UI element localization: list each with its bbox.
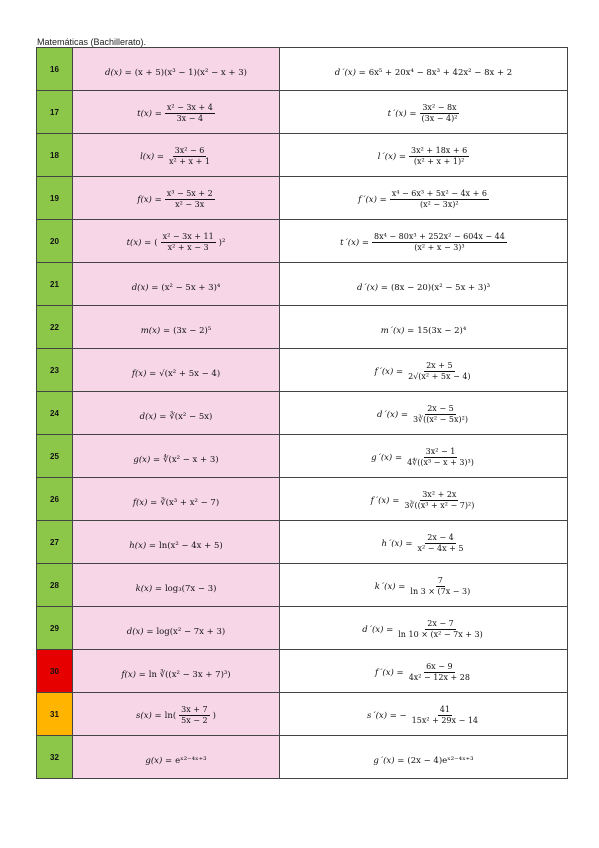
- derivative-expression: [340, 233, 507, 253]
- f-denominator: x² + x − 3: [167, 243, 209, 253]
- table-row: [37, 177, 568, 220]
- derivative-expression: [367, 706, 480, 726]
- function-expression: [137, 104, 215, 124]
- d-denominator: (3x − 4)²: [421, 114, 458, 124]
- f-body: ∛(x³ + x² − 7): [160, 497, 220, 508]
- d-lhs: s´(x) = −: [366, 710, 407, 721]
- table-row: [37, 263, 568, 306]
- d-denominator: (x² + x + 1)²: [413, 157, 465, 167]
- f-lhs: d(x) =: [139, 411, 167, 422]
- f-denominator: x² − 3x: [175, 200, 205, 210]
- table-row: [37, 392, 568, 435]
- d-fraction: [396, 620, 484, 640]
- d-numerator: 3x² + 2x: [420, 491, 458, 501]
- exercise-number-cell: [37, 306, 73, 349]
- table-row: [37, 693, 568, 736]
- derivative-expression: [371, 491, 477, 511]
- derivative-cell: [280, 521, 568, 564]
- d-lhs: m´(x) =: [380, 325, 415, 336]
- table-row: [37, 607, 568, 650]
- d-body: 6x⁵ + 20x⁴ − 8x³ + 42x² − 8x + 2: [368, 67, 513, 78]
- derivative-expression: [373, 756, 473, 766]
- exercise-number-cell: [37, 134, 73, 177]
- f-lhs: l(x) =: [140, 151, 165, 162]
- function-cell: [73, 263, 280, 306]
- function-expression: [136, 584, 217, 594]
- f-body: ∛(x² − 5x): [169, 411, 213, 422]
- d-denominator: (x² + x − 3)³: [414, 243, 465, 253]
- d-fraction: [390, 190, 489, 210]
- function-cell: [73, 349, 280, 392]
- f-body: eˣ²⁻⁴ˣ⁺³: [175, 755, 207, 766]
- d-fraction: [406, 362, 472, 382]
- exercise-number: 16: [50, 64, 59, 74]
- f-prefix: (: [154, 237, 158, 248]
- d-lhs: f´(x) =: [375, 667, 404, 678]
- function-expression: [140, 147, 212, 167]
- derivative-expression: [335, 68, 512, 78]
- function-expression: [132, 283, 221, 293]
- exercise-number: 20: [50, 236, 59, 246]
- function-expression: [129, 541, 222, 551]
- function-expression: [127, 627, 225, 637]
- function-cell: [73, 650, 280, 693]
- f-lhs: d(x) =: [131, 282, 159, 293]
- d-fraction: [415, 534, 465, 554]
- function-cell: [73, 91, 280, 134]
- derivative-expression: [375, 577, 473, 597]
- derivative-cell: [280, 650, 568, 693]
- d-denominator: ln 3 × (7x − 3): [410, 587, 471, 597]
- d-lhs: t´(x) =: [387, 108, 417, 119]
- derivative-cell: [280, 607, 568, 650]
- d-fraction: [372, 233, 507, 253]
- derivative-cell: [280, 392, 568, 435]
- derivative-cell: [280, 220, 568, 263]
- function-expression: [141, 326, 212, 336]
- f-lhs: m(x) =: [140, 325, 171, 336]
- table-row: [37, 650, 568, 693]
- function-cell: [73, 607, 280, 650]
- d-numerator: x⁴ − 6x³ + 5x² − 4x + 6: [390, 190, 489, 200]
- f-lhs: k(x) =: [135, 583, 162, 594]
- d-lhs: f´(x) =: [370, 495, 400, 506]
- d-body: 15(3x − 2)⁴: [417, 325, 467, 336]
- function-cell: [73, 134, 280, 177]
- f-lhs: h(x) =: [129, 540, 157, 551]
- f-body: ln ∛((x² − 3x + 7)³): [148, 669, 231, 680]
- d-fraction: [407, 663, 472, 683]
- document-header: Matemáticas (Bachillerato).: [37, 37, 147, 47]
- f-body: log(x² − 7x + 3): [156, 626, 226, 637]
- d-fraction: [408, 577, 472, 597]
- derivative-expression: [371, 448, 476, 468]
- exercise-number: 18: [50, 150, 59, 160]
- d-fraction: [410, 706, 480, 726]
- d-lhs: g´(x) =: [371, 452, 403, 463]
- exercise-number-cell: [37, 564, 73, 607]
- d-body: (2x − 4)eˣ²⁻⁴ˣ⁺³: [407, 755, 474, 766]
- derivative-expression: [381, 326, 467, 336]
- f-fraction: [165, 190, 215, 210]
- derivative-expression: [378, 147, 469, 167]
- f-numerator: 3x + 7: [179, 706, 209, 716]
- derivative-cell: [280, 349, 568, 392]
- function-expression: [133, 498, 219, 508]
- derivative-expression: [382, 534, 466, 554]
- d-lhs: d´(x) =: [362, 624, 394, 635]
- exercise-number: 30: [50, 666, 59, 676]
- d-fraction: [419, 104, 459, 124]
- f-body: (3x − 2)⁵: [173, 325, 212, 336]
- function-cell: [73, 306, 280, 349]
- d-numerator: 41: [438, 706, 452, 716]
- f-fraction: [167, 147, 212, 167]
- d-denominator: 3∛((x³ + x² − 7)²): [404, 501, 475, 511]
- f-denominator: 5x − 2: [181, 716, 208, 726]
- derivative-expression: [375, 663, 472, 683]
- d-numerator: 2x − 4: [425, 534, 455, 544]
- function-expression: [136, 706, 216, 726]
- derivative-cell: [280, 48, 568, 91]
- function-expression: [137, 190, 214, 210]
- table-row: [37, 220, 568, 263]
- function-cell: [73, 392, 280, 435]
- exercise-number-cell: [37, 607, 73, 650]
- d-body: (8x − 20)(x² − 5x + 3)³: [390, 282, 491, 293]
- f-fraction: [165, 104, 215, 124]
- table-row: [37, 134, 568, 177]
- exercise-number-cell: [37, 349, 73, 392]
- f-numerator: x³ − 5x + 2: [165, 190, 215, 200]
- derivative-cell: [280, 306, 568, 349]
- exercise-number-cell: [37, 435, 73, 478]
- table-row: [37, 306, 568, 349]
- function-expression: [133, 455, 218, 465]
- exercise-number-cell: [37, 478, 73, 521]
- d-lhs: l´(x) =: [377, 151, 407, 162]
- f-denominator: 3x − 4: [176, 114, 204, 124]
- exercise-number-cell: [37, 521, 73, 564]
- f-lhs: s(x) =: [136, 710, 162, 721]
- derivative-cell: [280, 693, 568, 736]
- derivative-expression: [357, 283, 490, 293]
- function-expression: [132, 369, 220, 379]
- d-fraction: [411, 405, 470, 425]
- f-lhs: g(x) =: [133, 454, 161, 465]
- f-prefix: ln(: [164, 710, 177, 721]
- derivative-cell: [280, 177, 568, 220]
- exercise-number-cell: [37, 220, 73, 263]
- derivatives-table: [36, 47, 568, 779]
- d-lhs: d´(x) =: [334, 67, 366, 78]
- derivative-cell: [280, 134, 568, 177]
- d-lhs: f´(x) =: [374, 366, 404, 377]
- d-fraction: [409, 147, 469, 167]
- f-lhs: g(x) =: [145, 755, 173, 766]
- d-numerator: 3x² − 1: [424, 448, 458, 458]
- f-lhs: d(x) =: [126, 626, 154, 637]
- exercise-number: 23: [50, 365, 59, 375]
- f-lhs: f(x) =: [121, 669, 146, 680]
- exercise-number: 17: [50, 107, 59, 117]
- function-expression: [140, 412, 213, 422]
- f-body: (x² − 5x + 3)⁴: [161, 282, 221, 293]
- f-numerator: x² − 3x + 4: [165, 104, 215, 114]
- f-suffix: ): [212, 710, 216, 721]
- d-lhs: d´(x) =: [377, 409, 408, 420]
- function-cell: [73, 478, 280, 521]
- f-fraction: [161, 233, 216, 253]
- function-cell: [73, 435, 280, 478]
- f-body: ln(x² − 4x + 5): [159, 540, 223, 551]
- function-expression: [121, 670, 230, 680]
- f-lhs: d(x) =: [105, 67, 132, 78]
- d-denominator: x² − 4x + 5: [417, 544, 464, 554]
- derivative-expression: [358, 190, 489, 210]
- d-lhs: k´(x) =: [374, 581, 406, 592]
- d-numerator: 2x − 5: [425, 405, 455, 415]
- derivative-expression: [388, 104, 460, 124]
- derivative-cell: [280, 478, 568, 521]
- table-row: [37, 349, 568, 392]
- table-row: [37, 435, 568, 478]
- d-numerator: 3x² − 8x: [420, 104, 458, 114]
- exercise-number: 25: [50, 451, 59, 461]
- exercise-number-cell: [37, 263, 73, 306]
- derivative-cell: [280, 564, 568, 607]
- function-cell: [73, 564, 280, 607]
- derivative-cell: [280, 91, 568, 134]
- d-denominator: 4∜((x³ − x + 3)³): [407, 458, 474, 468]
- f-lhs: t(x) =: [126, 237, 152, 248]
- function-cell: [73, 48, 280, 91]
- function-cell: [73, 521, 280, 564]
- d-fraction: [405, 448, 476, 468]
- d-numerator: 7: [436, 577, 445, 587]
- d-denominator: (x² − 3x)²: [420, 200, 459, 210]
- exercise-number: 29: [50, 623, 59, 633]
- f-suffix: )²: [218, 237, 226, 248]
- d-denominator: ln 10 × (x² − 7x + 3): [398, 630, 483, 640]
- f-body: ∜(x² − x + 3): [163, 454, 219, 465]
- exercise-number: 26: [50, 494, 59, 504]
- f-lhs: f(x) =: [132, 497, 158, 508]
- d-lhs: t´(x) =: [340, 237, 370, 248]
- table-row: [37, 521, 568, 564]
- table-row: [37, 48, 568, 91]
- exercise-number: 32: [50, 752, 59, 762]
- table-row: [37, 564, 568, 607]
- exercise-number: 24: [50, 408, 59, 418]
- exercise-number: 27: [50, 537, 59, 547]
- d-lhs: f´(x) =: [358, 194, 387, 205]
- exercise-number-cell: [37, 48, 73, 91]
- function-expression: [105, 68, 247, 78]
- f-lhs: f(x) =: [131, 368, 157, 379]
- d-numerator: 8x⁴ − 80x³ + 252x² − 604x − 44: [372, 233, 507, 243]
- derivative-expression: [377, 405, 470, 425]
- exercise-number: 28: [50, 580, 59, 590]
- d-denominator: 4x² − 12x + 28: [408, 673, 470, 683]
- table-row: [37, 91, 568, 134]
- f-body: √(x² + 5x − 4): [159, 368, 221, 379]
- function-expression: [127, 233, 226, 253]
- d-numerator: 2x − 7: [425, 620, 455, 630]
- d-numerator: 6x − 9: [424, 663, 454, 673]
- function-cell: [73, 736, 280, 779]
- exercise-number-cell: [37, 650, 73, 693]
- exercise-number: 22: [50, 322, 59, 332]
- exercise-number: 19: [50, 193, 59, 203]
- f-numerator: 3x² − 6: [173, 147, 207, 157]
- function-cell: [73, 693, 280, 736]
- exercise-number: 21: [50, 279, 59, 289]
- exercise-number-cell: [37, 177, 73, 220]
- f-fraction: [179, 706, 209, 726]
- d-lhs: g´(x) =: [373, 755, 405, 766]
- d-denominator: 15x² + 29x − 14: [411, 716, 479, 726]
- f-lhs: f(x) =: [137, 194, 162, 205]
- exercise-number-cell: [37, 91, 73, 134]
- d-lhs: h´(x) =: [381, 538, 413, 549]
- exercise-number-cell: [37, 736, 73, 779]
- function-cell: [73, 177, 280, 220]
- exercise-number-cell: [37, 693, 73, 736]
- d-lhs: d´(x) =: [356, 282, 388, 293]
- exercise-number-cell: [37, 392, 73, 435]
- derivative-expression: [374, 362, 472, 382]
- derivative-cell: [280, 435, 568, 478]
- f-lhs: t(x) =: [137, 108, 162, 119]
- function-expression: [145, 756, 206, 766]
- d-denominator: 2√(x² + 5x − 4): [408, 372, 471, 382]
- d-numerator: 2x + 5: [424, 362, 454, 372]
- f-body: (x + 5)(x³ − 1)(x² − x + 3): [134, 67, 247, 78]
- derivative-cell: [280, 263, 568, 306]
- d-numerator: 3x² + 18x + 6: [409, 147, 469, 157]
- derivative-expression: [362, 620, 484, 640]
- table-row: [37, 478, 568, 521]
- f-body: log₃(7x − 3): [164, 583, 217, 594]
- exercise-number: 31: [50, 709, 59, 719]
- d-fraction: [402, 491, 476, 511]
- derivative-cell: [280, 736, 568, 779]
- f-numerator: x² − 3x + 11: [161, 233, 216, 243]
- function-cell: [73, 220, 280, 263]
- table-row: [37, 736, 568, 779]
- d-denominator: 3∛((x² − 5x)²): [412, 415, 468, 425]
- f-denominator: x² + x + 1: [169, 157, 210, 167]
